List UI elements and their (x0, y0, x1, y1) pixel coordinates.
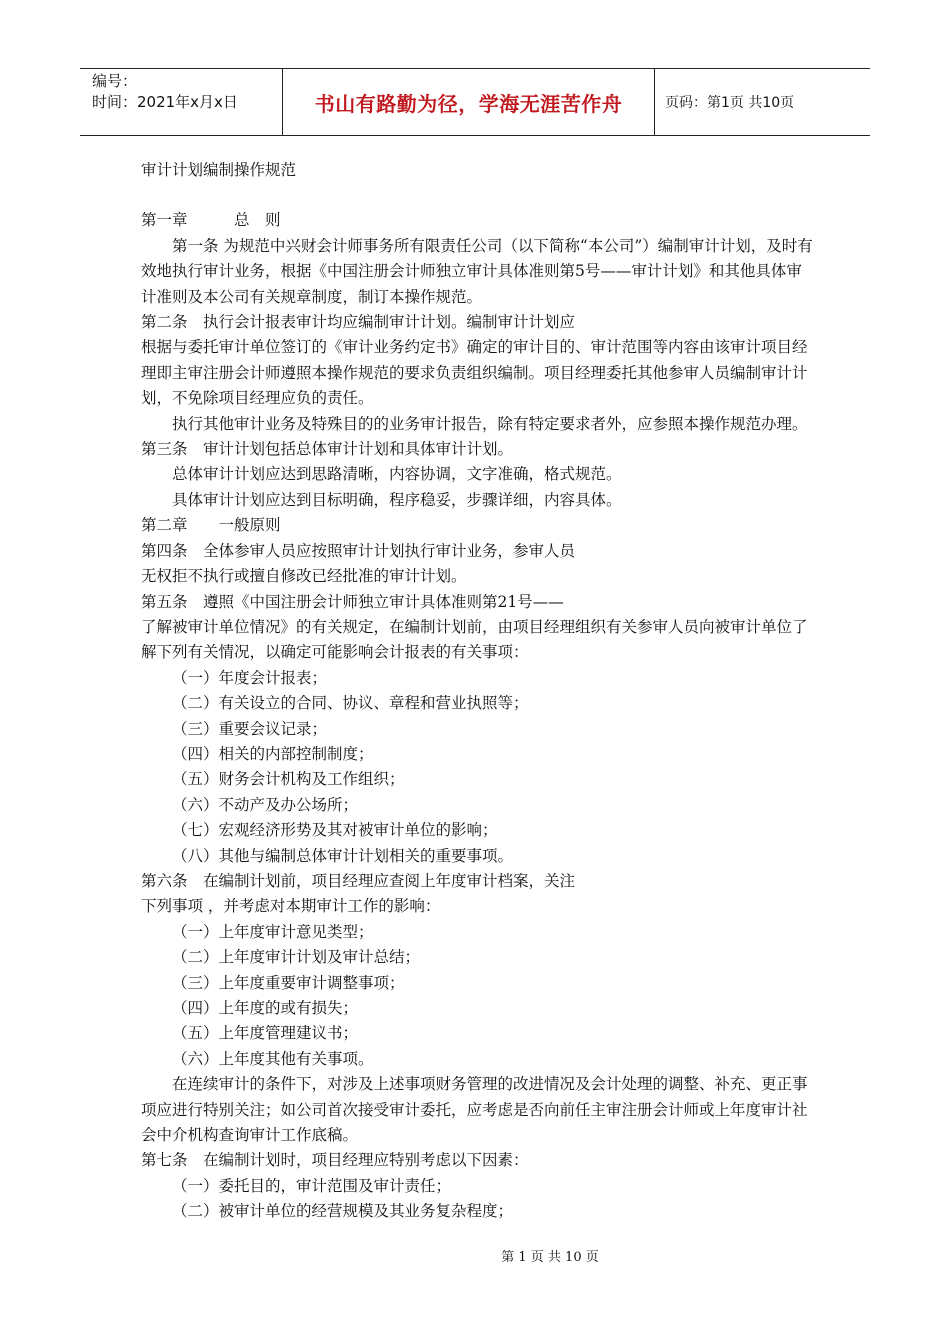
paragraph: 根据与委托审计单位签订的《审计业务约定书》确定的审计目的、审计范围等内容由该审计项目经理即主审注册会计师遵照本操作规范的要求负责组织编制。项目经理委托其他参审人员编制审计计划，不免除项目经理应负的责任。 (141, 338, 808, 408)
paragraph: 在连续审计的条件下，对涉及上述事项财务管理的改进情况及会计处理的调整、补充、更正事项应进行特别关注；如公司首次接受审计委托，应考虑是否向前任主审注册会计师或上年度审计社会中介机构查询审计工作底稿。 (141, 1075, 808, 1145)
paragraph: 下列事项 ，并考虑对本期审计工作的影响： (141, 897, 441, 916)
motto: 书山有路勤为径，学海无涯苦作舟 (314, 91, 623, 116)
paragraph: 第六条 在编制计划前，项目经理应查阅上年度审计档案，关注 (141, 871, 576, 890)
paragraph: （六）不动产及办公场所； (172, 795, 359, 814)
paragraph: （二）有关设立的合同、协议、章程和营业执照等； (172, 694, 529, 713)
paragraph: 执行其他审计业务及特殊目的的业务审计报告，除有特定要求者外，应参照本操作规范办理。 (172, 414, 808, 433)
page-info: 页码：第1页 共10页 (665, 95, 795, 111)
header-page-cell (655, 69, 870, 135)
header-meta (80, 69, 282, 135)
paragraph: （三）重要会议记录； (172, 719, 328, 738)
paragraph: （三）上年度重要审计调整事项； (172, 973, 405, 992)
paragraph: （五）财务会计机构及工作组织； (172, 770, 405, 789)
paragraph: （五）上年度管理建议书； (172, 1024, 359, 1043)
paragraph: 第七条 在编制计划时，项目经理应特别考虑以下因素： (141, 1151, 529, 1170)
paragraph: 第二条 执行会计报表审计均应编制审计计划。编制审计计划应 (141, 313, 576, 332)
paragraph: （六）上年度其他有关事项。 (172, 1049, 374, 1068)
paragraph: 第五条 遵照《中国注册会计师独立审计具体准则第21号—— (141, 592, 564, 611)
paragraph: 第三条 审计计划包括总体审计计划和具体审计计划。 (141, 440, 514, 459)
document-title: 审计计划编制操作规范 (141, 161, 297, 179)
paragraph: 第一章 总 则 (141, 211, 281, 230)
paragraph: 总体审计计划应达到思路清晰，内容协调，文字准确，格式规范。 (172, 465, 622, 484)
date-label: 时间：2021年x月x日 (92, 93, 238, 111)
document-body (141, 158, 813, 1225)
number-label: 编号： (92, 72, 138, 90)
paragraph: 具体审计计划应达到目标明确，程序稳妥，步骤详细，内容具体。 (172, 490, 622, 509)
paragraph: 第二章 一般原则 (141, 516, 281, 535)
paragraph-list (141, 208, 813, 1224)
paragraph: 无权拒不执行或擅自修改已经批准的审计计划。 (141, 567, 467, 586)
paragraph: （八）其他与编制总体审计计划相关的重要事项。 (172, 846, 514, 865)
paragraph: （一）委托目的，审计范围及审计责任； (172, 1176, 452, 1195)
paragraph: 了解被审计单位情况》的有关规定，在编制计划前，由项目经理组织有关参审人员向被审计单位了解下列有关情况，以确定可能影响会计报表的有关事项： (141, 617, 808, 662)
paragraph: 第一条 为规范中兴财会计师事务所有限责任公司（以下简称“本公司”）编制审计计划，及时有效地执行审计业务，根据《中国注册会计师独立审计具体准则第5号——审计计划》和其他具体审计准则及本公司有关规章制度，制订本操作规范。 (141, 236, 813, 306)
document-header (80, 68, 870, 136)
paragraph: （二）被审计单位的经营规模及其业务复杂程度； (172, 1202, 514, 1221)
paragraph: （四）上年度的或有损失； (172, 999, 359, 1017)
paragraph: （七）宏观经济形势及其对被审计单位的影响； (172, 821, 498, 840)
paragraph: （四）相关的内部控制制度； (172, 744, 374, 763)
page-footer: 第 1 页 共 10 页 (501, 1250, 599, 1265)
paragraph: （一）年度会计报表； (172, 668, 328, 687)
header-motto-cell (282, 69, 655, 135)
paragraph: （一）上年度审计意见类型； (172, 922, 374, 941)
paragraph: （二）上年度审计计划及审计总结； (172, 948, 421, 967)
paragraph: 第四条 全体参审人员应按照审计计划执行审计业务，参审人员 (141, 541, 576, 560)
